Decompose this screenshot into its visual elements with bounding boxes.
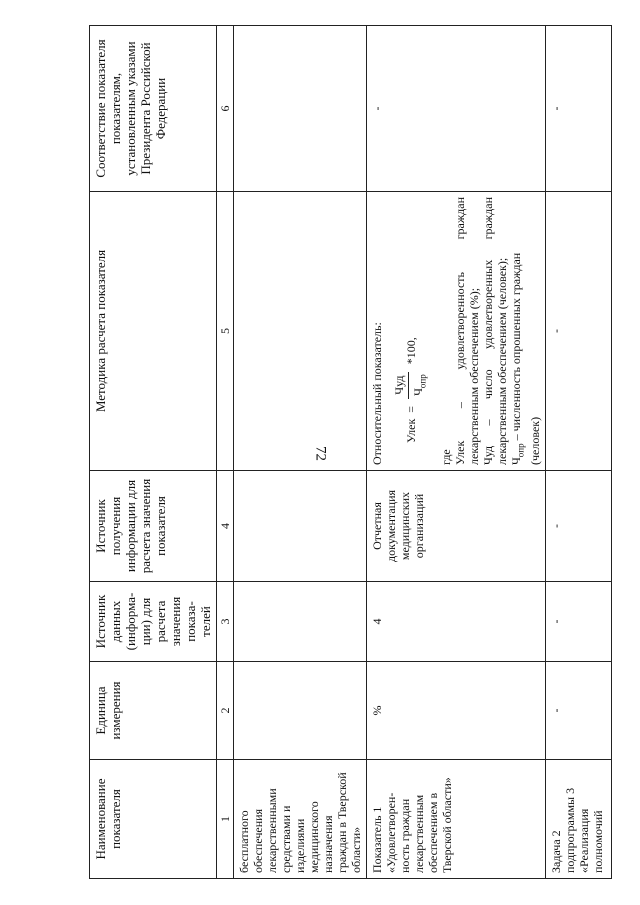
indicator-table (89, 25, 612, 879)
column-number: 3 (217, 582, 234, 662)
definition-1: Улек – удовлетворенность граждан лекарственным обеспечением (%); (453, 197, 482, 465)
header-info-source: Источник получения информации для расчета значения показателя (90, 471, 217, 582)
column-number: 4 (217, 471, 234, 582)
empty-cell (234, 192, 367, 471)
formula-fraction (392, 370, 429, 400)
empty-cell (234, 471, 367, 582)
task-source-code: - (545, 582, 611, 662)
empty-cell (234, 582, 367, 662)
empty-cell (234, 662, 367, 760)
header-unit: Единица измерения (90, 662, 217, 760)
formula-lhs: Улек (403, 418, 418, 443)
formula-multiplier: *100, (403, 337, 418, 365)
column-number: 5 (217, 192, 234, 471)
header-row (90, 26, 217, 879)
where-label: где (439, 449, 454, 465)
task-source: - (545, 471, 611, 582)
formula-numerator: Чуд (392, 372, 409, 399)
header-data-source: Источник данных (информа-ции) для расчета значения показа-телей (90, 582, 217, 662)
indicator-1-unit: % (367, 662, 546, 760)
header-method: Методика расчета показателя (90, 192, 217, 471)
empty-cell (234, 26, 367, 192)
header-name: Наименование показателя (90, 760, 217, 879)
formula-denominator: $Ч_{опр}$ (411, 374, 428, 396)
indicator-1-source: Отчетная документация медицинских организаций (367, 471, 546, 582)
table-row-continued (234, 26, 367, 879)
formula-equals: = (403, 405, 418, 413)
task-unit: - (545, 662, 611, 760)
page-number: 72 (312, 446, 329, 461)
definition-2: Чуд – число удовлетворенных граждан лекарственным обеспечением (человек); (481, 197, 510, 465)
method-title: Относительный показатель: (370, 322, 384, 465)
indicator-1-source-code: 4 (367, 582, 546, 662)
task-conformity: - (545, 26, 611, 192)
table-row-task (545, 26, 611, 879)
task-name: Задача 2 подпрограммы 3 «Реализация полномочий (545, 760, 611, 879)
indicator-1-method (367, 192, 546, 471)
header-conformity: Соответствие показателя показателям, установленным указами Президента Российской Федерации (90, 26, 217, 192)
definition-3: $Ч_{опр}$ – численность опрошенных граждан (человек) (509, 252, 542, 465)
task-method: - (545, 192, 611, 471)
column-number: 1 (217, 760, 234, 879)
row-continued-name: бесплатного обеспечения лекарственными средствами и изделиями медицинского назначения граждан в Тверской области» (234, 760, 367, 879)
column-number: 6 (217, 26, 234, 192)
column-number: 2 (217, 662, 234, 760)
indicator-1-name: Показатель 1 «Удовлетворен- ность граждан лекарственным обеспечением в Тверской области» (367, 760, 546, 879)
indicator-table-rotated (89, 26, 605, 879)
formula (392, 197, 429, 443)
table-row-indicator-1 (367, 26, 546, 879)
indicator-1-conformity: - (367, 26, 546, 192)
column-number-row (217, 26, 234, 879)
